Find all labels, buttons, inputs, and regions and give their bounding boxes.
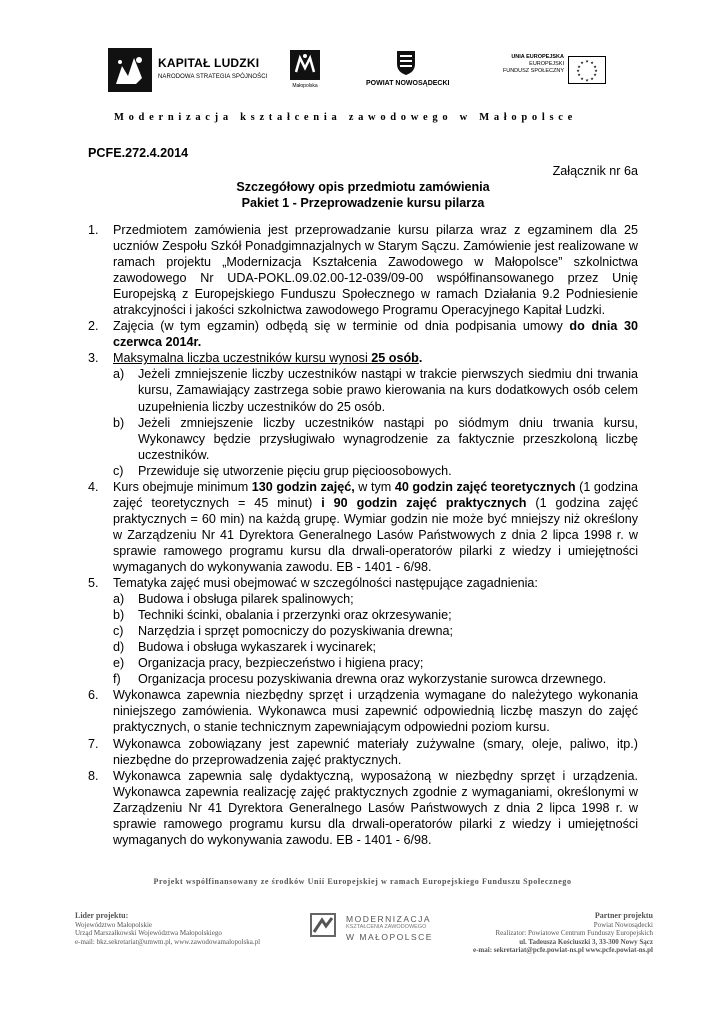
svg-text:★: ★ — [594, 68, 598, 73]
list-text-bold: 25 osób — [371, 351, 419, 366]
list-text: Wykonawca zapewnia niezbędny sprzęt i urządzenia wymagane do należytego wykonania niniejszego zamówienia. Wykonawca musi zapewnić odpowiednią liczbę maszyn do zajęć praktycznych, o stanie technicznym zapewniającym odpowiedni poziom kursu. — [113, 688, 638, 735]
sub-item-5f — [113, 671, 638, 687]
list-number: 7. — [88, 736, 99, 751]
list-number: 8. — [88, 768, 99, 783]
footer-leader-line: Urząd Marszałkowski Województwa Małopolskiego — [75, 929, 222, 937]
svg-text:★: ★ — [585, 58, 589, 64]
list-item-1 — [88, 222, 638, 318]
svg-text:★: ★ — [577, 72, 581, 77]
sub-letter: e) — [113, 656, 125, 671]
footer-cofinance: Projekt współfinansowany ze środków Unii Europejskiej w ramach Europejskiego Funduszu Społecznego — [153, 877, 572, 886]
document-title: Szczegółowy opis przedmiotu zamówienia — [236, 180, 490, 194]
powiat-crest-icon — [396, 50, 416, 76]
footer-partner-line: Powiat Nowosądecki — [593, 920, 653, 929]
list-text-bold: 40 godzin zajęć teoretycznych — [394, 479, 576, 494]
sub-text: Organizacja procesu pozyskiwania drewna oraz wykorzystanie surowca drzewnego. — [138, 672, 607, 687]
svg-text:★: ★ — [580, 60, 584, 65]
powiat-caption: POWIAT NOWOSĄDECKI — [366, 80, 450, 87]
kapital-ludzki-logo — [108, 48, 268, 92]
sub-letter: d) — [113, 640, 125, 655]
sub-item-3b — [113, 415, 638, 463]
list-number: 5. — [88, 576, 99, 591]
list-text: Maksymalna liczba uczestników kursu wynosi — [113, 351, 372, 366]
sub-text: Jeżeli zmniejszenie liczby uczestników nastąpi w trakcie pierwszych siedmiu dni trwania kursu, Zamawiający zastrzega sobie prawo kierowania na kurs dodatkowych osób celem uzupełnienia liczby uczestników do 25 osób. — [138, 367, 638, 414]
eu-flag-icon — [568, 56, 606, 84]
sub-letter: a) — [113, 367, 125, 382]
kapital-ludzki-subtitle: NARODOWA STRATEGIA SPÓJNOŚCI — [158, 74, 268, 80]
sub-letter: b) — [113, 415, 125, 430]
list-number: 4. — [88, 479, 99, 494]
eu-logo-text — [482, 54, 564, 75]
list-text-end: . — [418, 351, 423, 366]
mkz-title-3: W MAŁOPOLSCE — [346, 932, 433, 942]
sub-item-5a — [113, 591, 638, 607]
sub-text: Jeżeli zmniejszenie liczby uczestników nastąpi po siódmym dniu trwania kursu, Wykonawcy będzie przysługiwało wynagrodzenie za faktycznie przeszkoloną liczbę uczestników. — [138, 415, 638, 462]
list-text-bold: i 90 godzin zajęć praktycznych — [321, 495, 527, 510]
svg-text:★: ★ — [590, 76, 594, 81]
svg-text:★: ★ — [585, 77, 589, 83]
sub-text: Przewiduje się utworzenie pięciu grup pięcioosobowych. — [138, 463, 452, 478]
svg-text:★: ★ — [577, 64, 581, 69]
sub-letter: f) — [113, 672, 121, 687]
svg-text:★: ★ — [593, 72, 597, 77]
footer-partner-contact: e-mai: sekretariat@pcfe.powiat-ns.pl www.pcfe.powiat-ns.pl — [472, 946, 653, 954]
footer-leader-contact: e-mail: bkz.sekretariat@umwm.pl, www.zawodowamalopolska.pl — [75, 937, 261, 946]
list-item-4 — [88, 479, 638, 575]
document-annex: Załącznik nr 6a — [552, 164, 638, 178]
kapital-ludzki-logo-icon — [108, 48, 152, 92]
malopolska-logo — [288, 50, 322, 94]
svg-text:★: ★ — [593, 64, 597, 69]
mkz-title-1: MODERNIZACJA — [346, 914, 432, 924]
document-reference: PCFE.272.4.2014 — [88, 146, 189, 160]
eu-logo — [482, 54, 608, 90]
svg-text:★: ★ — [576, 68, 580, 73]
sub-text: Techniki ścinki, obalania i przerzynki oraz okrzesywanie; — [138, 608, 452, 623]
list-item-6 — [88, 687, 638, 735]
list-text: (1 godzina zajęć teoretycznych = 45 minut) — [113, 479, 638, 510]
list-text-bold: do dnia 30 czerwca 2014r. — [113, 319, 638, 350]
footer-leader-line: Województwo Małopolskie — [75, 920, 153, 929]
sub-text: Budowa i obsługa pilarek spalinowych; — [138, 592, 354, 607]
list-item-5 — [88, 575, 638, 687]
footer-partner-address: ul. Tadeusza Kościuszki 3, 33-300 Nowy Sącz — [519, 937, 653, 946]
mkz-title-2: KSZTAŁCENIA ZAWODOWEGO — [346, 924, 427, 930]
list-item-3 — [88, 350, 638, 478]
sub-text: Narzędzia i sprzęt pomocniczy do pozyskiwania drewna; — [138, 624, 453, 639]
mkz-logo-icon — [308, 910, 338, 940]
eu-line-1: UNIA EUROPEJSKA — [511, 54, 564, 60]
list-item-8 — [88, 768, 638, 848]
list-text: Wykonawca zapewnia salę dydaktyczną, wyposażoną w niezbędny sprzęt i urządzenia. Wykonawca zapewnia realizację zajęć praktycznych zgodnie z wymaganiami, określonymi w Zarządzeniu Nr 41 Dyrektora Generalnego Lasów Państwowych z dnia 2 lipca 1998 r. w sprawie ramowego programu kursu dla drwali-operatorów pilarki z wiedzy i umiejętności wymaganych do wykonywania zawodu. EB - 1401 - 6/98. — [113, 768, 638, 847]
list-number: 3. — [88, 351, 99, 366]
svg-text:★: ★ — [580, 76, 584, 81]
sub-letter: b) — [113, 608, 125, 623]
list-text: Wykonawca zobowiązany jest zapewnić materiały zużywalne (smary, oleje, paliwo, itp.) niezbędne do przeprowadzenia zajęć praktycznych. — [113, 736, 638, 767]
footer-partner-heading: Partner projektu — [594, 911, 653, 920]
header-tagline: Modernizacja kształcenia zawodowego w Małopolsce — [114, 112, 577, 123]
sub-letter: c) — [113, 463, 124, 478]
list-number: 6. — [88, 688, 99, 703]
list-number: 2. — [88, 319, 99, 334]
footer-partner-line: Realizator: Powiatowe Centrum Funduszy Europejskich — [495, 929, 653, 937]
sub-item-3c — [113, 463, 638, 479]
footer-partner — [408, 912, 653, 955]
malopolska-caption: Małopolska — [292, 83, 318, 89]
list-item-7 — [88, 736, 638, 768]
header-logos — [108, 46, 613, 96]
sub-text: Budowa i obsługa wykaszarek i wycinarek; — [138, 640, 376, 655]
document-body — [88, 222, 638, 848]
sub-letter: c) — [113, 624, 124, 639]
list-item-2 — [88, 318, 638, 350]
footer-leader-heading: Lider projektu: — [75, 911, 129, 920]
sub-item-5b — [113, 607, 638, 623]
list-text: Kurs obejmuje minimum — [113, 479, 252, 494]
list-text: Zajęcia (w tym egzamin) odbędą się w terminie od dnia podpisania umowy — [113, 319, 570, 334]
sub-item-3a — [113, 366, 638, 414]
malopolska-logo-icon — [290, 50, 320, 80]
list-text-bold: 130 godzin zajęć, — [251, 479, 355, 494]
eu-line-2: EUROPEJSKI — [529, 61, 564, 67]
list-text: w tym — [354, 479, 395, 494]
footer-leader — [75, 912, 305, 946]
svg-text:★: ★ — [590, 60, 594, 65]
sub-text: Organizacja pracy, bezpieczeństwo i higiena pracy; — [138, 656, 424, 671]
sub-item-5e — [113, 655, 638, 671]
kapital-ludzki-title: KAPITAŁ LUDZKI — [158, 56, 260, 70]
sub-item-5c — [113, 623, 638, 639]
eu-line-3: FUNDUSZ SPOŁECZNY — [502, 68, 564, 74]
list-number: 1. — [88, 223, 99, 237]
powiat-logo — [366, 50, 450, 94]
document-subtitle: Pakiet 1 - Przeprowadzenie kursu pilarza — [241, 196, 485, 210]
list-text: Tematyka zajęć musi obejmować w szczególności następujące zagadnienia: — [113, 576, 538, 591]
list-text: Przedmiotem zamówienia jest przeprowadzanie kursu pilarza wraz z egzaminem dla 25 uczniów Zespołu Szkół Ponadgimnazjalnych w Starym Sączu. Zamówienie jest realizowane w ramach projektu „Modernizacja Kształcenia Zawodowego w Małopolsce” szkolnictwa zawodowego Nr UDA-POKL.09.02.00-12-039/09-00 współfinansowanego przez Unię Europejską z Europejskiego Funduszu Społecznego w ramach Działania 9.2 Podniesienie atrakcyjności i jakości szkolnictwa zawodowego Programu Operacyjnego Kapitał Ludzki. — [113, 223, 638, 318]
list-text: (1 godzina zajęć praktycznych = 60 min) na każdą grupę. Wymiar godzin nie może być mniejszy niż określony w Zarządzeniu Nr 41 Dyrektora Generalnego Lasów Państwowych z dnia 2 lipca 1998 r. w sprawie ramowego programu kursu dla drwali-operatorów pilarki z wiedzy i umiejętności wymaganych do wykonywania zawodu. EB - 1401 - 6/98. — [113, 495, 638, 574]
sub-item-5d — [113, 639, 638, 655]
sub-letter: a) — [113, 592, 125, 607]
